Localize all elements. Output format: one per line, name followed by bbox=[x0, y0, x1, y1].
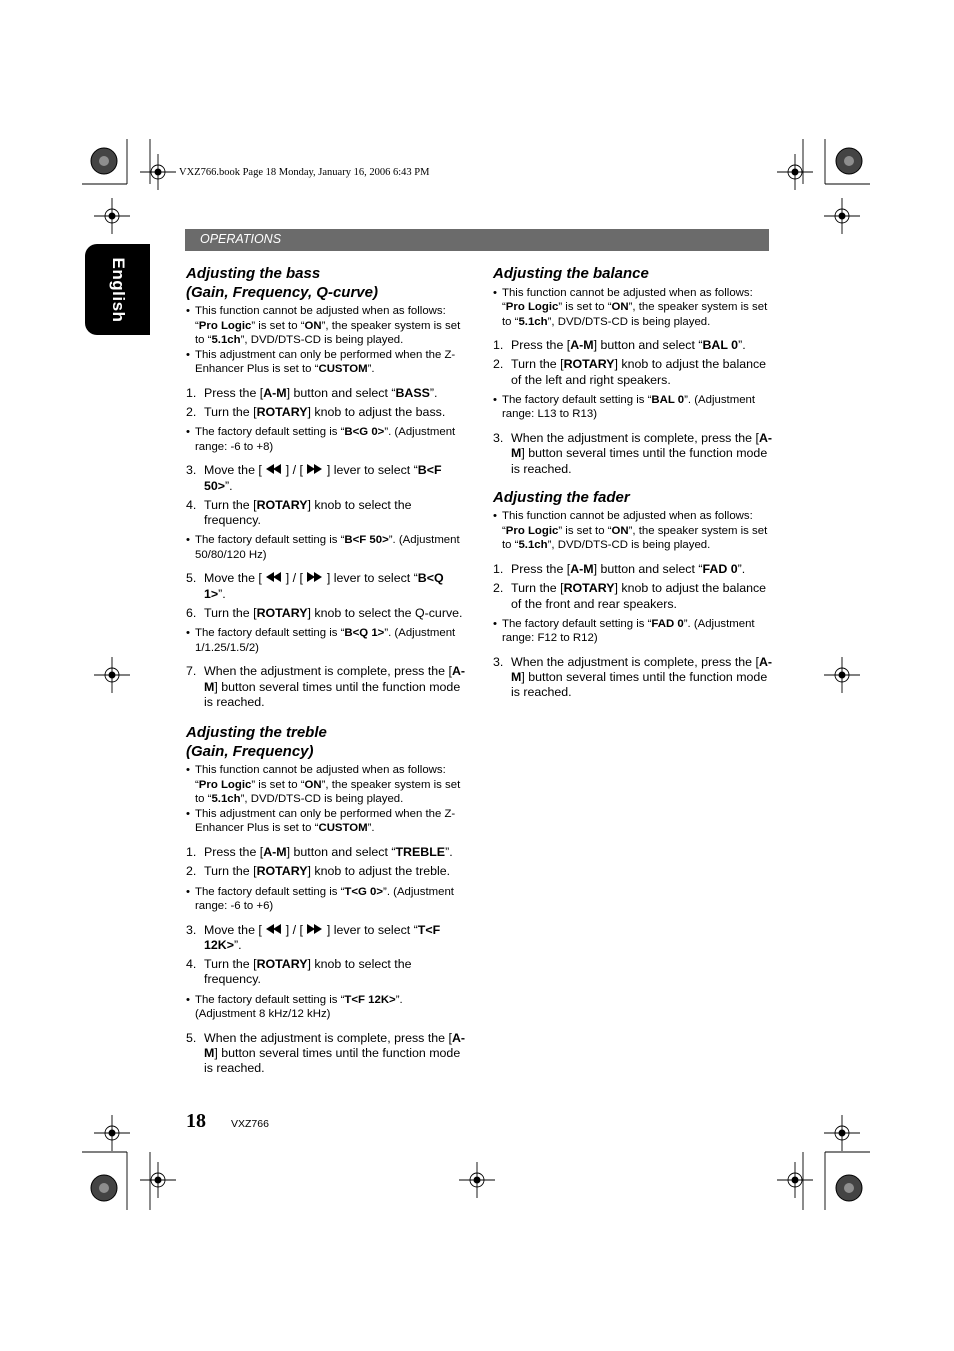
bass-note-z-enhancer: • This adjustment can only be performed when the Z-Enhancer Plus is set to “CUSTOM”. bbox=[186, 348, 466, 377]
language-tab bbox=[85, 244, 150, 335]
treble-step-4: 4. Turn the [ROTARY] knob to select the frequency. bbox=[186, 957, 412, 987]
treble-step-2: 2. Turn the [ROTARY] knob to adjust the treble. bbox=[186, 864, 451, 879]
fader-heading: Adjusting the fader bbox=[493, 488, 630, 506]
right-column bbox=[493, 265, 773, 701]
bass-step-1: 1. Press the [A-M] button and select “BASS”. bbox=[186, 385, 438, 400]
fast-forward-icon bbox=[306, 464, 323, 475]
bass-note-gain-default: • The factory default setting is “B<G 0>”. (Adjustment range: -6 to +8) bbox=[186, 425, 466, 454]
rewind-icon bbox=[265, 924, 282, 935]
balance-note-default: • The factory default setting is “BAL 0”. (Adjustment range: L13 to R13) bbox=[493, 393, 773, 422]
treble-step-5: 5. When the adjustment is complete, press the [A-M] button several times until the function mode is reached. bbox=[186, 1030, 466, 1076]
fader-note-pro-logic: • This function cannot be adjusted when as follows: “Pro Logic” is set to “ON”, the speaker system is set to “5.1ch”, DVD/DTS-CD is being played. bbox=[493, 509, 773, 553]
model-name: VXZ766 bbox=[231, 1118, 269, 1130]
treble-note-pro-logic: • This function cannot be adjusted when as follows: “Pro Logic” is set to “ON”, the speaker system is set to “5.1ch”, DVD/DTS-CD is being played. bbox=[186, 763, 466, 807]
balance-heading: Adjusting the balance bbox=[493, 265, 649, 282]
book-file-info: VXZ766.book Page 18 Monday, January 16, 2006 6:43 PM bbox=[179, 167, 430, 178]
treble-step-1: 1. Press the [A-M] button and select “TREBLE”. bbox=[186, 844, 453, 859]
bass-step-7: 7. When the adjustment is complete, press the [A-M] button several times until the function mode is reached. bbox=[186, 664, 466, 709]
treble-heading: Adjusting the treble (Gain, Frequency) bbox=[186, 724, 327, 760]
fader-note-default: • The factory default setting is “FAD 0”. (Adjustment range: F12 to R12) bbox=[493, 617, 773, 646]
fast-forward-icon bbox=[306, 572, 323, 583]
bass-note-q-default: • The factory default setting is “B<Q 1>”. (Adjustment 1/1.25/1.5/2) bbox=[186, 626, 466, 655]
treble-step-3: 3. Move the [ ] / [ ] lever to select “T<F 12K>”. bbox=[186, 922, 441, 952]
balance-note-pro-logic: • This function cannot be adjusted when as follows: “Pro Logic” is set to “ON”, the speaker system is set to “5.1ch”, DVD/DTS-CD is being played. bbox=[493, 286, 773, 330]
balance-step-1: 1. Press the [A-M] button and select “BAL 0”. bbox=[493, 338, 746, 353]
bass-step-4: 4. Turn the [ROTARY] knob to select the frequency. bbox=[186, 497, 412, 528]
rewind-icon bbox=[265, 464, 282, 475]
treble-note-z-enhancer: • This adjustment can only be performed when the Z-Enhancer Plus is set to “CUSTOM”. bbox=[186, 807, 466, 836]
bass-note-freq-default: • The factory default setting is “B<F 50>”. (Adjustment 50/80/120 Hz) bbox=[186, 533, 466, 562]
rewind-icon bbox=[265, 572, 282, 583]
bass-note-pro-logic: • This function cannot be adjusted when as follows: “Pro Logic” is set to “ON”, the speaker system is set to “5.1ch”, DVD/DTS-CD is being played. bbox=[186, 304, 466, 348]
language-tab-label: English bbox=[108, 257, 128, 322]
bass-step-3: 3. Move the [ ] / [ ] lever to select “B<F 50>”. bbox=[186, 463, 442, 493]
fader-step-1: 1. Press the [A-M] button and select “FAD 0”. bbox=[493, 561, 746, 576]
bass-step-5: 5. Move the [ ] / [ ] lever to select “B<Q 1>”. bbox=[186, 571, 444, 601]
fader-step-2: 2. Turn the [ROTARY] knob to adjust the balance of the front and rear speakers. bbox=[493, 581, 767, 611]
page-number: 18 bbox=[186, 1110, 206, 1132]
treble-note-freq-default: • The factory default setting is “T<F 12K>”. (Adjustment 8 kHz/12 kHz) bbox=[186, 993, 466, 1022]
section-header-bar bbox=[185, 229, 769, 251]
fast-forward-icon bbox=[306, 924, 323, 935]
bass-step-2: 2. Turn the [ROTARY] knob to adjust the bass. bbox=[186, 404, 446, 419]
balance-step-3: 3. When the adjustment is complete, press the [A-M] button several times until the function mode is reached. bbox=[493, 430, 773, 476]
bass-heading: Adjusting the bass (Gain, Frequency, Q-curve) bbox=[186, 265, 378, 301]
treble-note-gain-default: • The factory default setting is “T<G 0>”. (Adjustment range: -6 to +6) bbox=[186, 885, 466, 914]
fader-step-3: 3. When the adjustment is complete, press the [A-M] button several times until the function mode is reached. bbox=[493, 654, 773, 700]
balance-step-2: 2. Turn the [ROTARY] knob to adjust the balance of the left and right speakers. bbox=[493, 357, 767, 387]
section-header-label: OPERATIONS bbox=[200, 232, 282, 246]
bass-step-6: 6. Turn the [ROTARY] knob to select the Q-curve. bbox=[186, 606, 463, 621]
left-column bbox=[186, 265, 466, 1077]
